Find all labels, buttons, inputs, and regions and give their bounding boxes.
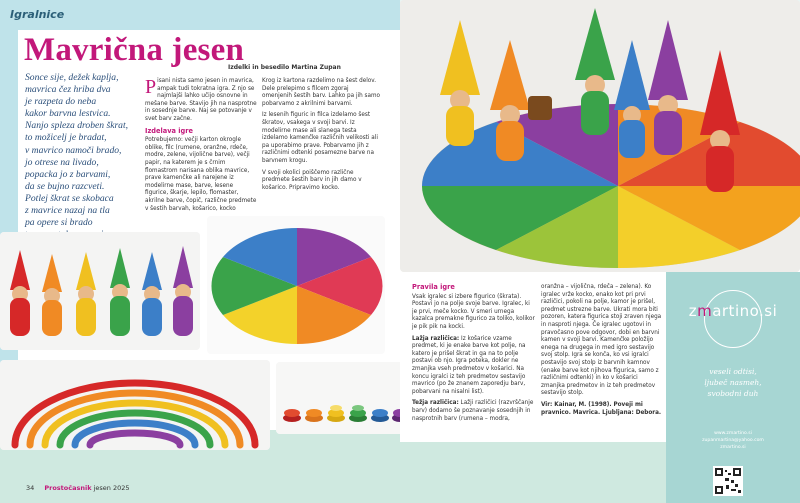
poem-line: to možicelj je bradat, [25, 132, 107, 144]
rules-heading: Pravila igre [412, 283, 455, 291]
sponsor-email[interactable]: zupanmartina@yahoo.com [702, 438, 764, 443]
photo-gnomes [0, 232, 200, 350]
intro-text: isani nista samo jesen in mavrica, ampak tudi tokratna igra. Z njo se najmlajši lahko učijo osnovne in mešane barve. Stavijo jih na nasprotne in sosednje barve. Naj se potovanje v svet barv začne. [145, 78, 257, 122]
stone-stacks-illustration [276, 362, 410, 434]
qr-code-icon [713, 466, 743, 496]
slogan-line: veseli odtisi, [709, 367, 757, 376]
logo-part: artino.si [712, 302, 778, 320]
text-column-4 [541, 284, 663, 421]
issue: jesen 2025 [93, 484, 130, 492]
page-number: 34 [26, 484, 35, 492]
poem-line: kakor barvna lestvica. [25, 108, 111, 120]
sponsor-slogan [674, 366, 792, 399]
poem-line: pa opere si brado [25, 217, 93, 229]
photo-stone-stacks [276, 362, 410, 434]
poem-line: Potlej škrat se skobaca [25, 192, 114, 204]
photo-color-wheel [207, 216, 385, 354]
poem-line: jo otrese na livado, [25, 156, 99, 168]
sponsor-logo[interactable] [674, 302, 792, 320]
byline: Izdelki in besedilo Martina Zupan [228, 64, 341, 71]
gnomes-illustration [0, 232, 200, 350]
slogan-line: svobodni duh [707, 389, 759, 398]
source-text: Vir: Kainar, M. (1998). Poveji mi pravnico. Mavrica. Ljubljana: Debora. [541, 401, 662, 416]
text-column-3 [412, 284, 536, 427]
logo-part: m [697, 302, 713, 320]
photo-board-game [400, 0, 800, 272]
rules-text: Vsak igralec si izbere figurico (škrata). Postavi jo na polje svoje barve. Igralec, ki je prvi, meče kocko. V smeri urnega kazalca premakne figurico za toliko, kolikor je pik pik na kocki. [412, 293, 535, 330]
harder-label: Težja različica: [412, 400, 459, 407]
poem-line: da se bujno razcveti. [25, 180, 105, 192]
sponsor-card [666, 272, 800, 503]
magazine-name: Prostočasnik [44, 484, 92, 492]
poem-line: Nanjo spleza droben škrat, [25, 120, 129, 132]
poem-line: je razpeta do neba [25, 96, 97, 108]
harder-text: Lažji različici (razvrščanje barv) dodamo še poznavanje sosednjih in nasprotnih barv (rumena – modra, [412, 400, 534, 422]
text-column-1 [145, 78, 258, 217]
poem-line: Sonce sije, dežek kaplja, [25, 72, 119, 83]
poem [25, 72, 145, 241]
materials-heading: Izdelava igre [145, 126, 193, 135]
poem-line: popacka jo z barvami, [25, 168, 111, 180]
poem-line: mavrica čez hriba dva [25, 84, 111, 96]
board-game-illustration [400, 0, 800, 272]
slogan-line: ljubeč nasmeh, [704, 378, 762, 387]
poem-line: v mavrico namoči brado, [25, 144, 122, 156]
poem-line: z mavrice nazaj na tla [25, 205, 110, 217]
text-column-2 [262, 78, 380, 196]
easier-label: Lažja različica: [412, 335, 460, 342]
col2-paragraph: Iz lesenih figuric in filca izdelamo šest škratov, vsakega v svoji barvi. Iz modelirne mase ali slanega testa izdelamo kamenčke različnih velikosti ali pa uporabimo prave. Pobarvamo jih z različnimi odtenki posamezne barve na barvnem krogu. [262, 112, 378, 164]
page-footer [26, 484, 130, 492]
photo-rainbow-objects [0, 360, 270, 450]
col2-paragraph: Krog iz kartona razdelimo na šest delov. Dele prelepimo s filcem zgoraj omenjenih šestih barv. Lahko pa jih samo pobarvamo z akrilnimi barvami. [262, 78, 381, 107]
sponsor-contacts [674, 430, 792, 451]
article-title: Mavrična jesen [24, 32, 244, 68]
col4-text: oranžna – vijolična, rdeča – zelena). Ko igralec vrže kocko, enako kot pri prvi različici, pokoli na polje, kamor je prišel, predmet ustrezne barve. Ukrati mora biti pozoren, katera figurica stoji zraven njega in nasproti njega. Če igralec ugotovi in pravočasno pove odgovor, dobi en barvni kamen v svoji barvi. Kamenčke položijo enega na drugega in med igro sestavijo svoj stolp. Igra se konča, ko vsi igralci postavijo svoj stolp iz barvnih kamnov (enake barve kot njihova figurica, samo z različnimi odtenki) in ko v košarici zmanjka predmetov in iz teh predmetov sestavijo stolp. [541, 284, 662, 397]
color-wheel-illustration [207, 216, 385, 354]
drop-cap: P [145, 76, 157, 98]
logo-part: z [688, 302, 698, 320]
materials-text: Potrebujemo: večji karton okrogle oblike, filc (rumene, oranžne, rdeče, modre, zelene, vijolične barve), večji papir, na katerem je s črnim flomastrom narisana oblika mavrice, prave kamenčke ali narejene iz modelirne mase, barve, lesene figurice, škarje, lepilo, flomaster, akrilne barve, čopič, različne predmete v šestih barvah, košarico, kocko [145, 137, 257, 212]
section-tag: Igralnice [10, 8, 65, 21]
sponsor-url[interactable]: www.zmartino.si [714, 431, 752, 436]
easier-text: Iz košarice vzame predmet, ki je enake barve kot polje, na katero je prišel škrat in ga na to polje postavi ob njo. Igra poteka, dokler ne zmanjka vseh predmetov v košarici. Na koncu igralci iz teh predmetov sestavijo mavrico (po že znanem zaporedju barv, pobarvani na nisalni list). [412, 335, 526, 395]
sponsor-social[interactable]: zmartino.si [720, 445, 746, 450]
col2-paragraph: V svoji okolici poiščemo različne predmete šestih barv in jih damo v košarico. Pripravimo kocko. [262, 169, 362, 191]
rainbow-objects-illustration [0, 360, 270, 450]
